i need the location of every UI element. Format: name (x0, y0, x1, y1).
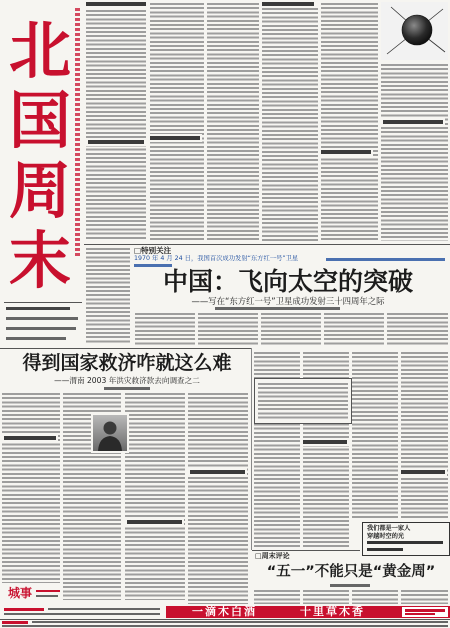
masthead-char: 末 (8, 224, 71, 297)
info-line (6, 317, 78, 320)
info-line (6, 327, 76, 330)
masthead-char: 周 (8, 154, 71, 227)
satellite-photo (381, 2, 448, 60)
investigation-subtitle: ——渭南 2003 年洪灾救济款去向调查之二 (54, 376, 200, 385)
feature-section-label: □特别关注 (134, 246, 172, 255)
contents-item[interactable] (367, 548, 403, 551)
info-line (6, 337, 66, 340)
footer-divider (0, 619, 450, 620)
feature-byline (215, 307, 340, 310)
article-subheading (383, 120, 443, 124)
section-divider (0, 348, 252, 349)
article-subheading (150, 136, 200, 140)
feature-lead: 1970 年 4 月 24 日，我国首次成功发射“东方红一号”卫星 (134, 255, 299, 262)
article-subheading (190, 470, 245, 474)
body-text-column (86, 248, 130, 344)
footer-text (48, 608, 160, 610)
column-divider (251, 348, 252, 550)
article-subheading (303, 440, 347, 444)
investigation-byline (104, 387, 150, 390)
feature-body-column (135, 313, 195, 346)
masthead-char: 国 (8, 84, 71, 157)
masthead-side-strip (75, 8, 80, 258)
article-subheading (4, 436, 56, 440)
footer-label (4, 608, 44, 611)
feature-lead-continuation (326, 258, 445, 261)
investigation-body-column (188, 393, 248, 604)
commentary-headline: “五一”不能只是“黄金周” (266, 564, 436, 580)
commentary-byline (330, 584, 370, 587)
article-subheading (88, 140, 144, 144)
feature-body-column (324, 313, 384, 346)
ad-banner-contact-box (402, 607, 448, 617)
section-divider (252, 550, 360, 551)
feature-body-column (401, 352, 448, 518)
feature-body-column (352, 352, 398, 518)
ad-contact-line (405, 609, 445, 612)
body-text-column (150, 3, 204, 241)
feature-sidebar-box (254, 378, 352, 424)
person-photo (93, 415, 127, 451)
commentary-body-column (401, 590, 448, 604)
info-line (6, 307, 70, 310)
ad-banner-slogan-left: 一滴木白酒 (192, 605, 257, 618)
article-subheading (401, 470, 445, 474)
footer-text (32, 621, 448, 623)
article-subheading (262, 2, 314, 6)
footer-text (2, 625, 448, 627)
feature-body-column (261, 313, 321, 346)
commentary-section-label: □周末评论 (255, 552, 290, 560)
body-text-column (321, 3, 378, 241)
commentary-body-column (303, 590, 349, 604)
logo-caption (36, 595, 58, 597)
ad-banner[interactable] (166, 606, 450, 618)
footer-text (4, 613, 160, 615)
feature-subtitle: ——写在“东方红一号”卫星成功发射三十四周年之际 (191, 296, 385, 306)
bottom-left-logo: 城事 (8, 586, 33, 600)
footer-label (2, 621, 28, 624)
feature-body-column (198, 313, 258, 346)
investigation-headline: 得到国家救济咋就这么难 (22, 352, 232, 374)
article-subheading (86, 2, 146, 6)
article-subheading (127, 520, 182, 524)
body-text-column (381, 64, 448, 241)
logo-caption (36, 590, 60, 592)
investigation-body-column (125, 393, 185, 600)
feature-body-column (387, 313, 448, 346)
contents-item[interactable]: 我们都是一家人 (367, 525, 411, 532)
contents-item[interactable] (367, 541, 443, 544)
contents-box (362, 522, 450, 556)
masthead-char: 北 (8, 14, 71, 87)
article-subheading (321, 150, 371, 154)
commentary-body-column (254, 590, 300, 604)
masthead-info-box (4, 302, 82, 347)
sidebar-text (258, 383, 348, 419)
body-text-column (86, 10, 146, 241)
body-text-column (262, 8, 318, 241)
body-text-column (207, 3, 259, 241)
ad-banner-slogan-right: 十里草木香 (300, 605, 365, 618)
contents-item[interactable]: 穿越时空的光 (367, 532, 405, 540)
commentary-body-column (352, 590, 398, 604)
section-divider (84, 244, 450, 245)
feature-headline: 中国：飞向太空的突破 (162, 267, 413, 296)
investigation-body-column (2, 393, 60, 583)
ad-contact-line (405, 613, 435, 615)
